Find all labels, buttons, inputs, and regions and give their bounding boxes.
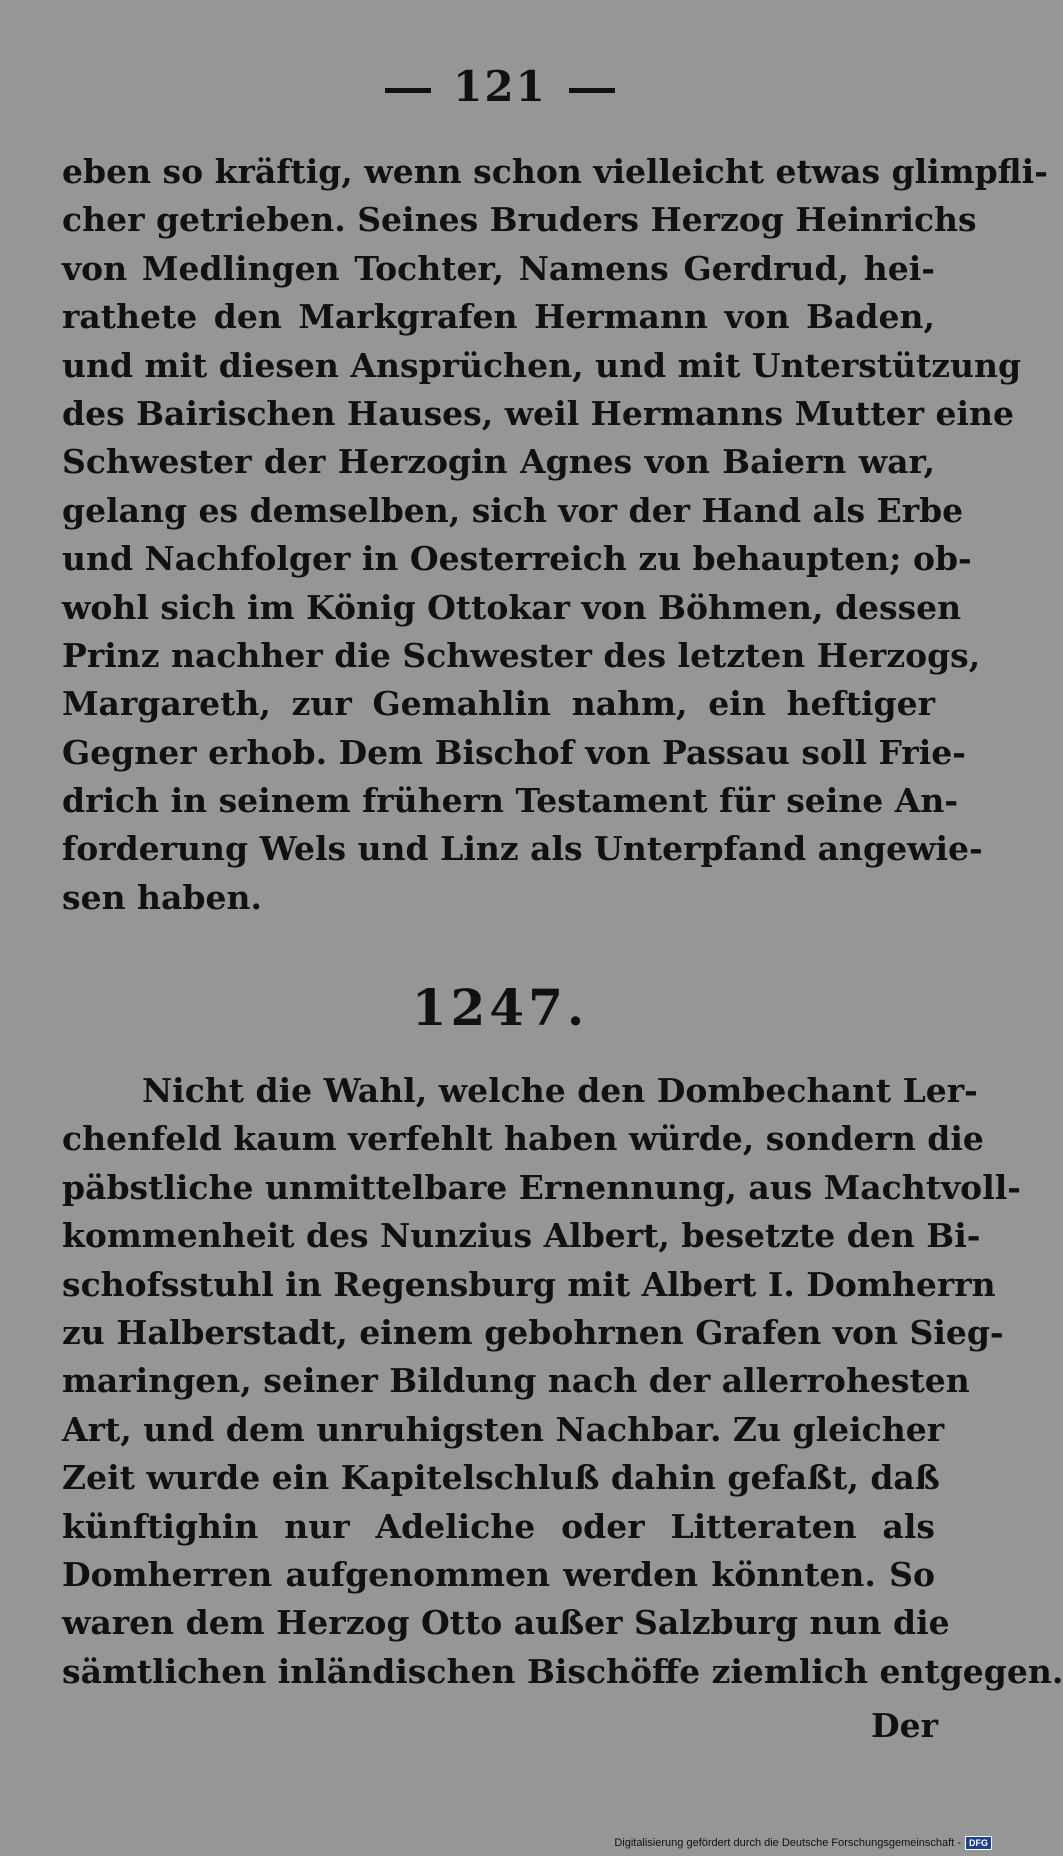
text-line: Domherren aufgenommen werden könnten. So bbox=[62, 1554, 935, 1594]
text-line: und mit diesen Ansprüchen, und mit Unterstützung bbox=[62, 345, 1022, 385]
text-line: künftighin nur Adeliche oder Litteraten als bbox=[62, 1506, 935, 1546]
text-line: und Nachfolger in Oesterreich zu behaupten; ob- bbox=[62, 539, 972, 579]
text-line: wohl sich im König Ottokar von Böhmen, dessen bbox=[62, 587, 962, 627]
text-line: cher getrieben. Seines Bruders Herzog Heinrichs bbox=[62, 200, 977, 240]
text-line: Nicht die Wahl, welche den Dombechant Ler- bbox=[142, 1071, 978, 1110]
text-line: Art, und dem unruhigsten Nachbar. Zu gleicher bbox=[62, 1409, 945, 1449]
text-line: päbstliche unmittelbare Ernennung, aus Machtvoll- bbox=[62, 1167, 1021, 1207]
text-line: Schwester der Herzogin Agnes von Baiern war, bbox=[62, 442, 935, 482]
credit-text: Digitalisierung gefördert durch die Deutsche Forschungsgemeinschaft - bbox=[614, 1837, 961, 1849]
year-heading: 1247. bbox=[411, 978, 589, 1037]
text-line: rathete den Markgrafen Hermann von Baden, bbox=[62, 297, 935, 337]
text-line: von Medlingen Tochter, Namens Gerdrud, hei- bbox=[62, 248, 935, 288]
text-line: Margareth, zur Gemahlin nahm, ein heftiger bbox=[62, 684, 935, 724]
text-line: drich in seinem frühern Testament für seine An- bbox=[62, 781, 959, 821]
text-line: Gegner erhob. Dem Bischof von Passau soll Frie- bbox=[62, 732, 966, 772]
text-line: des Bairischen Hauses, weil Hermanns Mutter eine bbox=[62, 393, 1014, 433]
text-line: maringen, seiner Bildung nach der allerrohesten bbox=[62, 1361, 970, 1401]
text-line: eben so kräftig, wenn schon vielleicht etwas glimpfli- bbox=[62, 152, 1048, 191]
dfg-logo: DFG bbox=[965, 1836, 992, 1850]
text-line: waren dem Herzog Otto außer Salzburg nun die bbox=[62, 1603, 950, 1643]
text-line: schofsstuhl in Regensburg mit Albert I. Domherrn bbox=[62, 1264, 996, 1304]
text-line: Zeit wurde ein Kapitelschluß dahin gefaßt, daß bbox=[62, 1458, 940, 1498]
text-line: kommenheit des Nunzius Albert, besetzte den Bi- bbox=[62, 1216, 981, 1256]
paragraph-continuation bbox=[62, 148, 1048, 922]
text-line: zu Halberstadt, einem gebohrnen Grafen von Sieg- bbox=[62, 1312, 1004, 1352]
text-line: sen haben. bbox=[62, 877, 262, 917]
text-line: gelang es demselben, sich vor der Hand als Erbe bbox=[62, 490, 964, 530]
page-number: 121 bbox=[453, 62, 547, 111]
text-line: chenfeld kaum verfehlt haben würde, sondern die bbox=[62, 1119, 984, 1159]
digitization-credit bbox=[614, 1836, 992, 1850]
catchword: Der bbox=[871, 1706, 938, 1745]
text-line: forderung Wels und Linz als Unterpfand angewie- bbox=[62, 829, 983, 869]
text-line: sämtlichen inländischen Bischöffe ziemlich entgegen. bbox=[62, 1651, 1063, 1691]
paragraph-1247 bbox=[62, 1067, 1063, 1696]
page-header bbox=[0, 62, 1000, 111]
header-dash-left bbox=[385, 88, 431, 93]
header-dash-right bbox=[569, 88, 615, 93]
text-line: Prinz nachher die Schwester des letzten Herzogs, bbox=[62, 635, 981, 675]
